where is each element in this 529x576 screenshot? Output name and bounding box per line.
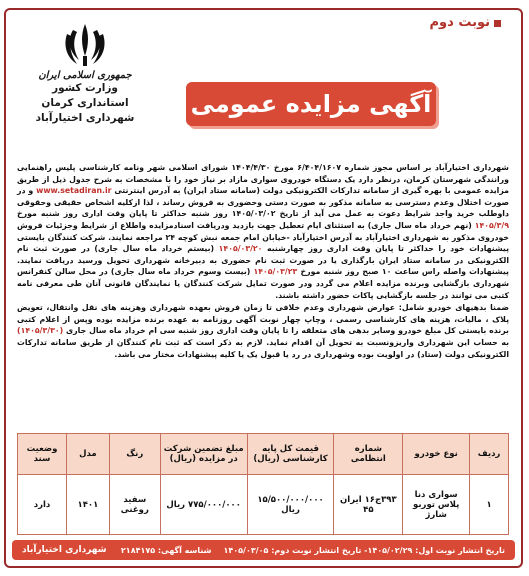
ad-footer <box>12 540 515 560</box>
col-header-base-price: قیمت کل پایه کارشناسی (ریال) <box>247 434 334 475</box>
col-header-vehicle-type: نوع خودرو <box>403 434 470 475</box>
p1-text: شهرداری اختیارآباد بر اساس مجوز شماره ۶/۴۰۴/۱۶۰۷ مورخ ۱۴۰۴/۴/۳۰ شورای اسلامی شهر ونامه کارشناسی پلیس راهنمایی ورانندگی شهرستان کرمان، درنظر دارد یک دستگاه خودروی سواری مازاد بر نیاز خود را با مشخصات به شرح جدول ذیل از طریق مزایده عمومی با بهره گیری از سامانه تدارکات الکترونیکی دولت (سامانه ستاد ایران) به آدرس اینترنتی <box>17 163 509 196</box>
col-header-document: وضعیت سند <box>18 434 67 475</box>
cell-plate: ۳۹۳ج۱۶ ایران ۴۵ <box>334 475 403 535</box>
square-bullet-icon <box>494 20 501 27</box>
republic-label: جمهوری اسلامی ایران <box>38 70 132 81</box>
footer-ad-number: شناسه آگهی: ۲۱۸۴۱۷۵ <box>120 545 212 555</box>
table-header-row <box>18 434 509 475</box>
iran-emblem-icon <box>63 20 107 68</box>
paragraph-2 <box>17 302 509 360</box>
org-line-municipality: شهرداری اختیارآباد <box>35 112 135 124</box>
cell-document: دارد <box>18 475 67 535</box>
p2-text: ضمنا بدهیهای خودرو شامل: عوارض شهرداری وعدم خلافی تا زمان فروش بعهده شهرداری وهزینه های نقل وانتقال، تعویض پلاک ، مالیات، هزینه های کارشناسی رسمی ، وچاپ چهار نوبت آگهی روزنامه به عهده برنده مزایده بوده وپس از اعلام کتبی برنده بایستی کل مبلغ خودرو وسایر بدهی های متعلقه را تا پایان وقت اداری روز شنبه سی ام خرداد ماه سال جاری <box>17 303 509 336</box>
auction-table <box>17 433 509 535</box>
org-line-ministry: وزارت کشور <box>52 82 118 94</box>
p1c-text: (نهم خرداد ماه سال جاری) به استثنای ایام تعطیل جهت بازدید ودریافت اسنادمزایده واطلاع از شرایط وجزئیات فروش خودروی مذکور به شهرداری اختیارآباد به آدرس اختیارآباد -خیابان امام جمعه نبش کوچه ۲۴ مراجعه نمایند. شرکت کنندگان بایستی پیشنهادات خود را حداکثر تا پایان وقت اداری روز چهارشنبه <box>17 220 510 254</box>
cell-row-num: ۱ <box>470 475 509 535</box>
round-label-text: نوبت دوم <box>429 15 490 30</box>
p2b-text: به حساب این شهرداری واریزونسبت به تحویل آن اقدام نماید. لازم به ذکر است که ثبت نام کنندگان از طریق سامانه تدارکات الکترونیکی دولت (ستاد) در اولویت بوده وشهرداری در رد یا قبول یک یا کلیه پیشنهادات مختار می باشد. <box>17 337 509 359</box>
ad-title: آگهی مزایده عمومی <box>186 82 436 126</box>
date-4: (۱۴۰۵/۳/۳۰) <box>17 326 64 336</box>
p1d-text: (بیستم خرداد ماه سال جاری) در صورت ثبت نام الکترونیکی در سامانه ستاد ایران بارگذاری یا در صورت ثبت نام حضوری به دبیرخانه شهرداری تحویل ورسید دریافت نمایند. پیشنهادات واصله راس ساعت ۱۰ صبح روز شنبه مورخ <box>17 244 509 277</box>
paragraph-1 <box>17 162 509 301</box>
ad-body <box>17 162 509 361</box>
col-header-color: رنگ <box>109 434 160 475</box>
date-3: ۱۴۰۵/۰۳/۲۳ <box>253 267 298 277</box>
cell-base-price: ۱۵/۵۰۰/۰۰۰/۰۰۰ ریال <box>247 475 334 535</box>
col-header-model: مدل <box>66 434 109 475</box>
col-header-plate: شماره انتظامی <box>334 434 403 475</box>
website-link[interactable]: www.setadiran.ir <box>36 186 112 196</box>
date-1: ۱۴۰۵/۳/۹ <box>474 220 509 230</box>
cell-guarantee: ۷۷۵/۰۰۰/۰۰۰ ریال <box>160 475 247 535</box>
footer-dates: تاریخ انتشار نوبت اول: ۱۴۰۵/۰۲/۲۹- تاریخ انتشار نوبت دوم: ۱۴۰۵/۰۳/۰۵ <box>223 545 505 555</box>
date-2: ۱۴۰۵/۰۳/۲۰ <box>218 244 263 254</box>
table-row <box>18 475 509 535</box>
emblem-block <box>20 20 150 126</box>
col-header-guarantee: مبلغ تضمین شرکت در مزایده (ریال) <box>160 434 247 475</box>
cell-model: ۱۴۰۱ <box>66 475 109 535</box>
footer-org: شهرداری اختیارآباد <box>22 545 107 555</box>
footer-info <box>121 546 505 555</box>
col-header-row-num: ردیف <box>470 434 509 475</box>
cell-color: سفید روغنی <box>109 475 160 535</box>
p1e-text: (بیست وسوم خرداد ماه سال جاری) در محل سالن کنفرانس شهرداری بازگشایی وبرنده مزایده اعلام می گردد ودر صورت تمایل شرکت کنندگان یا نمایندگان قانونی آنان طی معرفی نامه کتبی می توانند در جلسه بازگشایی پاکات حضور داشته باشند. <box>17 267 509 300</box>
p1b-text: و در صورت اختلال وعدم دسترسی به سامانه مذکور به صورت دستی وحضوری به فروش رساند ، لذا ازکلیه اشخاص حقیقی وحقوقی داوطلب خرید واجد شرایط دعوت به عمل می آید از تاریخ ۱۴۰۵/۰۳/۰۲ روز شنبه حداکثر تا پایان وقت اداری روز شنبه مورخ <box>17 186 509 219</box>
cell-vehicle-type: سواری دنا پلاس توربو شارژ <box>403 475 470 535</box>
round-label <box>420 10 511 36</box>
org-line-governorate: استانداری کرمان <box>41 97 129 109</box>
